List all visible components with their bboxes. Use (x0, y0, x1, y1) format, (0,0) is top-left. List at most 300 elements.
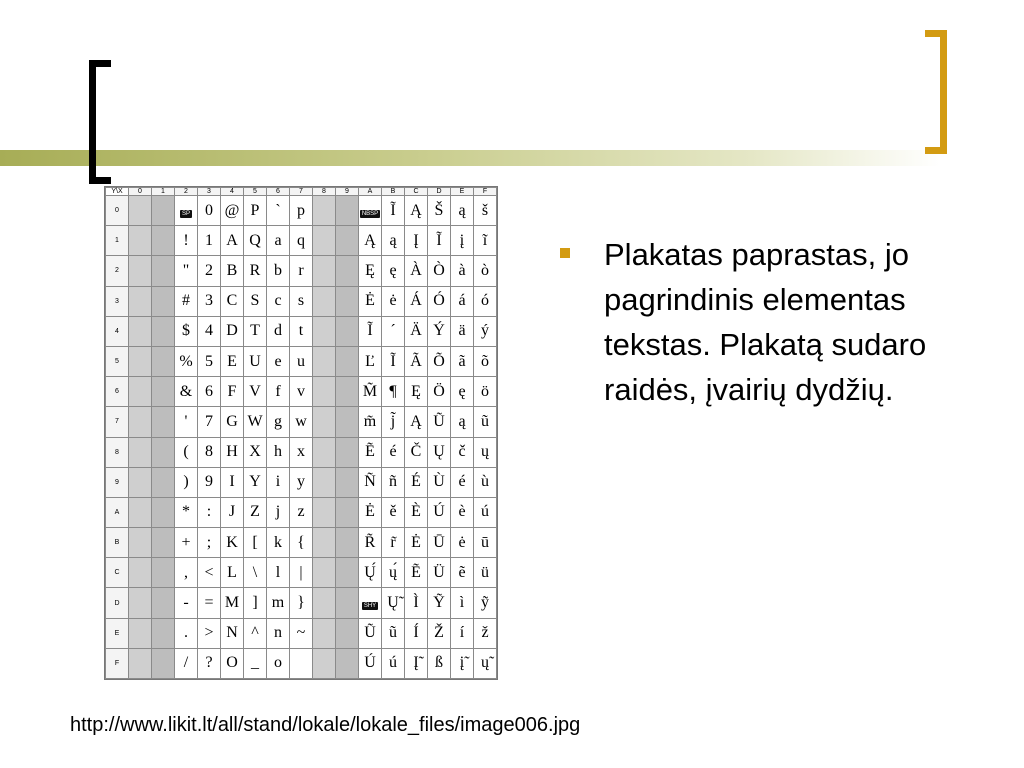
table-cell: í (451, 618, 474, 648)
table-cell: 9 (198, 467, 221, 497)
table-row (106, 588, 497, 618)
table-cell: N (221, 618, 244, 648)
table-cell: M̃ (359, 377, 382, 407)
table-cell: t (290, 316, 313, 346)
table-cell (313, 437, 336, 467)
table-cell: 6 (198, 377, 221, 407)
table-cell: Ž (428, 618, 451, 648)
table-row (106, 558, 497, 588)
column-header: A (359, 188, 382, 196)
table-cell: Ĩ (428, 226, 451, 256)
table-row (106, 618, 497, 648)
table-cell (313, 618, 336, 648)
table-cell (336, 377, 359, 407)
table-cell (313, 377, 336, 407)
table-cell: Ó (428, 286, 451, 316)
table-cell: S (244, 286, 267, 316)
column-header: 2 (175, 188, 198, 196)
table-cell (336, 196, 359, 226)
row-header: 8 (106, 437, 129, 467)
table-cell: + (175, 528, 198, 558)
table-row (106, 377, 497, 407)
table-corner-label: Y\X (106, 188, 129, 196)
table-cell: $ (175, 316, 198, 346)
table-cell: r̃ (382, 528, 405, 558)
row-header: C (106, 558, 129, 588)
row-header: D (106, 588, 129, 618)
table-row (106, 286, 497, 316)
table-cell: / (175, 648, 198, 678)
table-cell (313, 497, 336, 527)
table-cell: ä (451, 316, 474, 346)
row-header: 1 (106, 226, 129, 256)
table-cell: l (267, 558, 290, 588)
table-cell: V (244, 377, 267, 407)
table-cell: Š (428, 196, 451, 226)
table-cell: ö (474, 377, 497, 407)
control-char-label: SP (181, 210, 190, 217)
column-header: 9 (336, 188, 359, 196)
table-cell: Ü (428, 558, 451, 588)
table-cell: Í (405, 618, 428, 648)
table-cell (152, 437, 175, 467)
table-cell: > (198, 618, 221, 648)
left-bracket-decoration (89, 60, 111, 184)
table-cell: č (451, 437, 474, 467)
table-cell: Ũ (359, 618, 382, 648)
table-cell (336, 437, 359, 467)
table-cell: ý (474, 316, 497, 346)
column-header: 7 (290, 188, 313, 196)
table-cell: Ą (359, 226, 382, 256)
table-cell: [ (244, 528, 267, 558)
table-cell: = (198, 588, 221, 618)
table-cell: w (290, 407, 313, 437)
column-header: B (382, 188, 405, 196)
table-cell (129, 226, 152, 256)
table-cell: ž (474, 618, 497, 648)
table-cell: q (290, 226, 313, 256)
table-cell: Ą (405, 407, 428, 437)
bullet-item (560, 232, 960, 412)
table-cell (336, 497, 359, 527)
table-cell (313, 196, 336, 226)
row-header: 3 (106, 286, 129, 316)
row-header: 2 (106, 256, 129, 286)
table-cell: ( (175, 437, 198, 467)
table-cell: Ú (359, 648, 382, 678)
table-cell: u (290, 346, 313, 376)
column-header: D (428, 188, 451, 196)
table-cell: z (290, 497, 313, 527)
table-cell: j (267, 497, 290, 527)
bullet-text: Plakatas paprastas, jo pagrindinis elementas tekstas. Plakatą sudaro raidės, įvairių dydžių. (604, 237, 927, 407)
table-cell (336, 316, 359, 346)
table-cell: ũ (382, 618, 405, 648)
table-cell (313, 407, 336, 437)
table-cell: Ä (405, 316, 428, 346)
table-cell: k (267, 528, 290, 558)
table-cell (129, 558, 152, 588)
table-cell (152, 497, 175, 527)
table-cell: _ (244, 648, 267, 678)
table-cell (152, 588, 175, 618)
table-cell: ó (474, 286, 497, 316)
control-char-label: SHY (363, 603, 377, 610)
table-cell: @ (221, 196, 244, 226)
table-cell: * (175, 497, 198, 527)
table-cell (336, 286, 359, 316)
table-cell: n (267, 618, 290, 648)
table-cell (336, 407, 359, 437)
table-cell: Ė (359, 286, 382, 316)
table-cell (152, 528, 175, 558)
table-cell: è (451, 497, 474, 527)
table-cell: < (198, 558, 221, 588)
table-cell: ė (451, 528, 474, 558)
table-cell: - (175, 588, 198, 618)
table-cell: ũ (474, 407, 497, 437)
row-header: 4 (106, 316, 129, 346)
table-cell: ^ (244, 618, 267, 648)
table-cell: Ū (428, 528, 451, 558)
table-cell: U (244, 346, 267, 376)
table-cell: Ẽ (405, 558, 428, 588)
table-cell: % (175, 346, 198, 376)
table-cell: õ (474, 346, 497, 376)
column-header: E (451, 188, 474, 196)
table-cell (290, 648, 313, 678)
table-cell: é (382, 437, 405, 467)
table-cell: Ý (428, 316, 451, 346)
table-cell: ą (451, 196, 474, 226)
table-cell (152, 648, 175, 678)
row-header: E (106, 618, 129, 648)
table-cell: 5 (198, 346, 221, 376)
table-cell: Ą (405, 196, 428, 226)
table-cell: ù (474, 467, 497, 497)
table-cell: ß (428, 648, 451, 678)
table-cell: ~ (290, 618, 313, 648)
table-cell: Q (244, 226, 267, 256)
table-cell: : (198, 497, 221, 527)
table-cell (152, 196, 175, 226)
table-cell: ẽ (451, 558, 474, 588)
table-cell: ą (382, 226, 405, 256)
table-cell (336, 467, 359, 497)
table-cell (129, 407, 152, 437)
table-cell (152, 467, 175, 497)
table-cell (129, 346, 152, 376)
character-set-table (105, 187, 497, 679)
table-cell: g (267, 407, 290, 437)
table-cell (336, 528, 359, 558)
square-bullet-icon (560, 248, 570, 258)
table-cell (129, 437, 152, 467)
table-cell: o (267, 648, 290, 678)
table-cell: ; (198, 528, 221, 558)
table-cell: Z (244, 497, 267, 527)
table-cell: ´ (382, 316, 405, 346)
table-cell: { (290, 528, 313, 558)
row-header: A (106, 497, 129, 527)
table-cell: Ú (428, 497, 451, 527)
table-cell: Ė (359, 497, 382, 527)
source-link[interactable]: http://www.likit.lt/all/stand/lokale/lokale_files/image006.jpg (70, 714, 581, 736)
table-cell: F (221, 377, 244, 407)
table-cell: ¶ (382, 377, 405, 407)
table-row (106, 316, 497, 346)
table-cell (336, 558, 359, 588)
table-cell: ü (474, 558, 497, 588)
table-cell: Ẽ (359, 437, 382, 467)
table-cell: ) (175, 467, 198, 497)
table-cell: K (221, 528, 244, 558)
table-cell: ! (175, 226, 198, 256)
table-cell (313, 346, 336, 376)
table-row (106, 346, 497, 376)
table-cell: i (267, 467, 290, 497)
table-cell: " (175, 256, 198, 286)
table-cell: Ì (405, 588, 428, 618)
table-cell (336, 648, 359, 678)
table-cell: Á (405, 286, 428, 316)
table-cell: Ų (428, 437, 451, 467)
table-cell (359, 588, 382, 618)
table-cell: B (221, 256, 244, 286)
table-cell: Õ (428, 346, 451, 376)
table-row (106, 437, 497, 467)
row-header: B (106, 528, 129, 558)
table-cell (129, 648, 152, 678)
table-cell: X (244, 437, 267, 467)
row-header: F (106, 648, 129, 678)
table-cell: Ñ (359, 467, 382, 497)
table-cell: Ù (428, 467, 451, 497)
table-cell: O (221, 648, 244, 678)
table-cell: Į (405, 226, 428, 256)
table-cell: T (244, 316, 267, 346)
table-cell (313, 528, 336, 558)
column-header: F (474, 188, 497, 196)
table-row (106, 407, 497, 437)
row-header: 5 (106, 346, 129, 376)
table-cell (129, 528, 152, 558)
table-cell (129, 497, 152, 527)
table-cell: é (451, 467, 474, 497)
table-cell: 7 (198, 407, 221, 437)
table-cell (152, 256, 175, 286)
table-cell: 0 (198, 196, 221, 226)
table-cell (152, 286, 175, 316)
table-cell (129, 377, 152, 407)
table-cell: 3 (198, 286, 221, 316)
table-row (106, 256, 497, 286)
slide-content (560, 232, 960, 412)
table-header-row (106, 188, 497, 196)
table-cell: s (290, 286, 313, 316)
table-cell: Ę (405, 377, 428, 407)
table-cell: # (175, 286, 198, 316)
table-row (106, 497, 497, 527)
column-header: 5 (244, 188, 267, 196)
row-header: 0 (106, 196, 129, 226)
table-cell (152, 618, 175, 648)
table-cell: y (290, 467, 313, 497)
table-cell (313, 256, 336, 286)
table-cell: ] (244, 588, 267, 618)
table-cell: Ỹ (428, 588, 451, 618)
table-cell: W (244, 407, 267, 437)
table-cell: À (405, 256, 428, 286)
table-cell (313, 286, 336, 316)
table-cell (313, 467, 336, 497)
table-cell: 8 (198, 437, 221, 467)
table-cell: A (221, 226, 244, 256)
table-cell: á (451, 286, 474, 316)
table-cell: C (221, 286, 244, 316)
table-cell (336, 226, 359, 256)
table-cell: ` (267, 196, 290, 226)
table-cell: ò (474, 256, 497, 286)
table-cell: 2 (198, 256, 221, 286)
column-header: C (405, 188, 428, 196)
table-cell: ą (451, 407, 474, 437)
table-cell: d (267, 316, 290, 346)
table-cell (129, 286, 152, 316)
column-header: 3 (198, 188, 221, 196)
column-header: 6 (267, 188, 290, 196)
table-cell: ĩ (474, 226, 497, 256)
table-cell: Ĩ (359, 316, 382, 346)
table-cell: R (244, 256, 267, 286)
row-header: 6 (106, 377, 129, 407)
table-cell: } (290, 588, 313, 618)
table-cell: ę (451, 377, 474, 407)
table-cell: ñ (382, 467, 405, 497)
table-cell: x (290, 437, 313, 467)
table-cell: Ö (428, 377, 451, 407)
table-cell (313, 558, 336, 588)
table-cell: \ (244, 558, 267, 588)
table-cell: ' (175, 407, 198, 437)
table-row (106, 226, 497, 256)
table-cell (336, 256, 359, 286)
column-header: 0 (129, 188, 152, 196)
table-cell: Ũ (428, 407, 451, 437)
table-cell: a (267, 226, 290, 256)
table-cell: į (451, 226, 474, 256)
table-cell (152, 226, 175, 256)
table-cell (129, 588, 152, 618)
table-cell (129, 316, 152, 346)
table-cell (152, 377, 175, 407)
table-cell: L (221, 558, 244, 588)
table-cell: Ĩ (382, 346, 405, 376)
table-cell: ě (382, 497, 405, 527)
table-cell: Ĩ (382, 196, 405, 226)
table-cell: c (267, 286, 290, 316)
table-cell (313, 226, 336, 256)
table-cell: & (175, 377, 198, 407)
table-cell: ú (382, 648, 405, 678)
table-cell: . (175, 618, 198, 648)
table-cell: h (267, 437, 290, 467)
table-cell: Ã (405, 346, 428, 376)
table-cell: È (405, 497, 428, 527)
table-cell: ų́ (382, 558, 405, 588)
table-cell: j̃ (382, 407, 405, 437)
control-char-label: NBSP (361, 210, 379, 217)
table-cell: 1 (198, 226, 221, 256)
table-row (106, 648, 497, 678)
table-cell: P (244, 196, 267, 226)
table-cell: f (267, 377, 290, 407)
row-header: 9 (106, 467, 129, 497)
table-cell: ė (382, 286, 405, 316)
table-cell: į̃ (451, 648, 474, 678)
table-cell: à (451, 256, 474, 286)
table-row (106, 528, 497, 558)
table-cell: E (221, 346, 244, 376)
table-cell: D (221, 316, 244, 346)
title-accent-bar (0, 150, 940, 166)
table-cell: R̃ (359, 528, 382, 558)
table-cell: Į̃ (405, 648, 428, 678)
table-cell: ų̃ (474, 648, 497, 678)
column-header: 8 (313, 188, 336, 196)
table-cell: É (405, 467, 428, 497)
table-cell (129, 256, 152, 286)
table-cell (129, 467, 152, 497)
table-cell: b (267, 256, 290, 286)
table-cell: ū (474, 528, 497, 558)
table-cell: H (221, 437, 244, 467)
table-row (106, 196, 497, 226)
table-cell (129, 618, 152, 648)
table-cell: G (221, 407, 244, 437)
table-cell: Ľ (359, 346, 382, 376)
table-cell: M (221, 588, 244, 618)
table-cell (152, 346, 175, 376)
table-cell: I (221, 467, 244, 497)
table-cell: r (290, 256, 313, 286)
table-cell (359, 196, 382, 226)
table-cell (336, 618, 359, 648)
table-cell: Ų̃ (382, 588, 405, 618)
table-cell: 4 (198, 316, 221, 346)
column-header: 4 (221, 188, 244, 196)
table-cell (313, 316, 336, 346)
table-cell: m̃ (359, 407, 382, 437)
table-cell (152, 407, 175, 437)
table-cell: ų (474, 437, 497, 467)
row-header: 7 (106, 407, 129, 437)
table-cell (313, 588, 336, 618)
table-cell: | (290, 558, 313, 588)
table-cell: ã (451, 346, 474, 376)
right-bracket-decoration (925, 30, 947, 154)
table-body (106, 196, 497, 679)
table-cell (152, 558, 175, 588)
column-header: 1 (152, 188, 175, 196)
character-set-image (104, 186, 498, 680)
table-cell: m (267, 588, 290, 618)
table-cell: , (175, 558, 198, 588)
table-cell: J (221, 497, 244, 527)
table-cell: ì (451, 588, 474, 618)
table-cell: e (267, 346, 290, 376)
